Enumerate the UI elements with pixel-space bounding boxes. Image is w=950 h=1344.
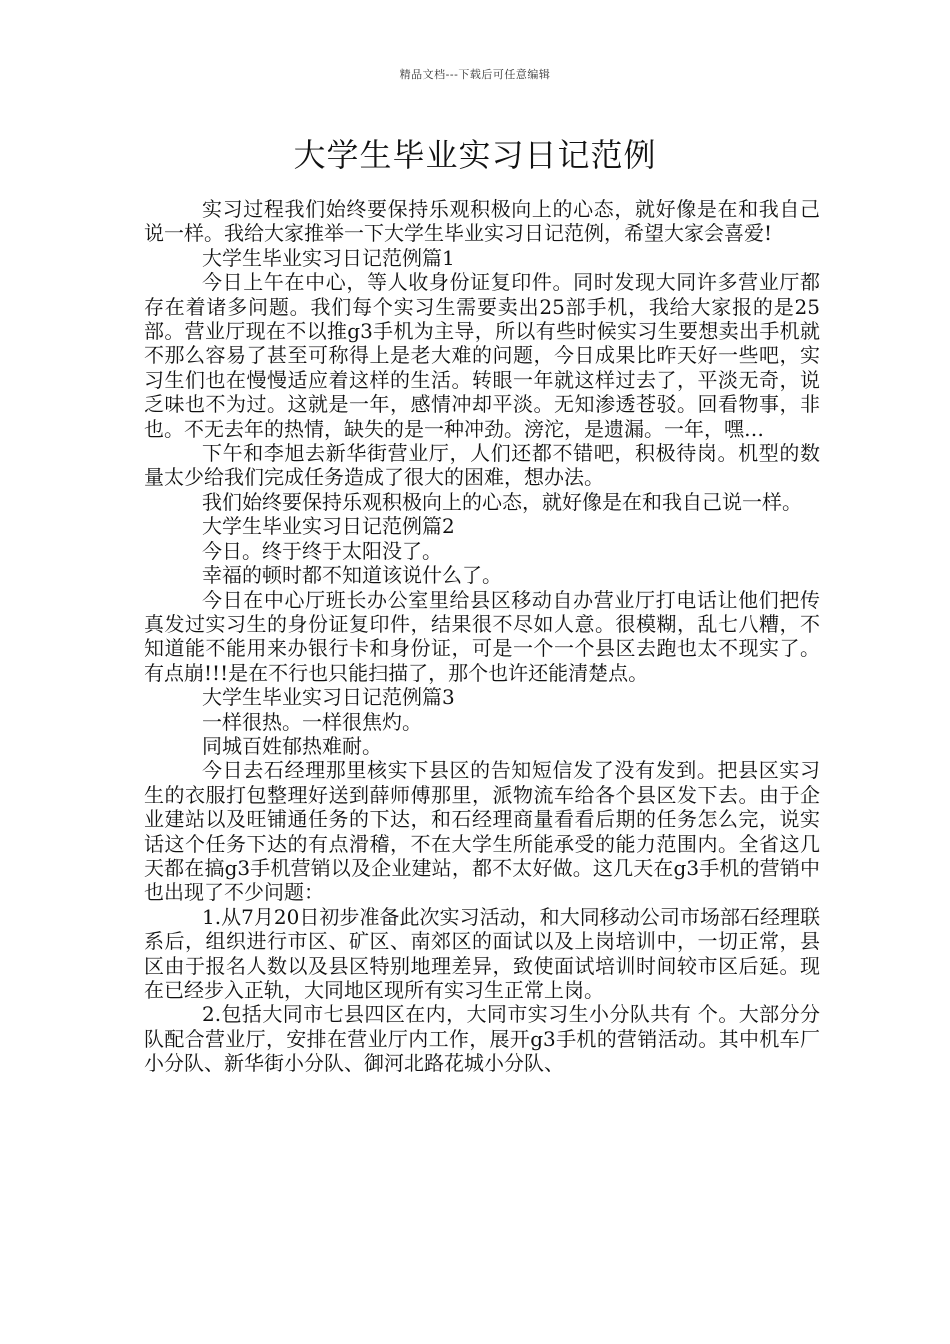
page-header-note: 精品文档---下载后可任意编辑 (399, 68, 551, 81)
paragraph-intro: 实习过程我们始终要保持乐观积极向上的心态，就好像是在和我自己说一样。我给大家推举一下大学生毕业实习日记范例，希望大家会喜爱! (144, 197, 820, 246)
paragraph: 幸福的顿时都不知道该说什么了。 (202, 563, 502, 588)
paragraph: 今日去石经理那里核实下县区的告知短信发了没有发到。把县区实习生的衣服打包整理好送到薛师傅那里，派物流车给各个县区发下去。由于企业建站以及旺铺通任务的下达，和石经理商量看看后期的任务怎么完，说实话这个任务下达的有点滑稽，不在大学生所能承受的能力范围内。全省这几天都在搞g3手机营销以及企业建站，都不太好做。这几天在g3手机的营销中也出现了不少问题： (144, 758, 820, 905)
paragraph: 下午和李旭去新华街营业厅，人们还都不错吧，积极待岗。机型的数量太少给我们完成任务造成了很大的困难，想办法。 (144, 441, 820, 490)
paragraph: 今日上午在中心，等人收身份证复印件。同时发现大同许多营业厅都存在着诸多问题。我们每个实习生需要卖出25部手机，我给大家报的是25部。营业厅现在不以推g3手机为主导，所以有些时候实习生要想卖出手机就不那么容易了甚至可称得上是老大难的问题，今日成果比昨天好一些吧，实习生们也在慢慢适应着这样的生活。转眼一年就这样过去了，平淡无奇，说乏味也不为过。这就是一年，感情冲却平淡。无知渗透苍驳。回看物事，非也。不无去年的热情，缺失的是一种冲劲。滂沱，是遗漏。一年，嘿… (144, 270, 820, 441)
section-heading-1: 大学生毕业实习日记范例篇1 (202, 245, 455, 270)
paragraph: 今日。终于终于太阳没了。 (202, 538, 442, 563)
paragraph: 一样很热。一样很焦灼。 (202, 709, 422, 734)
section-heading-3: 大学生毕业实习日记范例篇3 (202, 685, 455, 710)
section-heading-2: 大学生毕业实习日记范例篇2 (202, 514, 455, 539)
list-item-1: 1.从7月20日初步准备此次实习活动，和大同移动公司市场部石经理联系后，组织进行市区、矿区、南郊区的面试以及上岗培训中，一切正常，县区由于报名人数以及县区特别地理差异，致使面试培训时间较市区后延。现在已经步入正轨，大同地区现所有实习生正常上岗。 (144, 904, 820, 1002)
paragraph: 今日在中心厅班长办公室里给县区移动自办营业厅打电话让他们把传真发过实习生的身份证复印件，结果很不尽如人意。很模糊，乱七八糟，不知道能不能用来办银行卡和身份证，可是一个一个县区去跑也太不现实了。有点崩!!!是在不行也只能扫描了，那个也许还能清楚点。 (144, 587, 820, 685)
document-body (144, 197, 820, 1076)
paragraph: 我们始终要保持乐观积极向上的心态，就好像是在和我自己说一样。 (202, 489, 802, 514)
list-item-2: 2.包括大同市七县四区在内，大同市实习生小分队共有 个。大部分分队配合营业厅，安排在营业厅内工作，展开g3手机的营销活动。其中机车厂小分队、新华街小分队、御河北路花城小分队、 (144, 1002, 820, 1076)
paragraph: 同城百姓郁热难耐。 (202, 733, 382, 758)
document-title: 大学生毕业实习日记范例 (293, 136, 657, 174)
